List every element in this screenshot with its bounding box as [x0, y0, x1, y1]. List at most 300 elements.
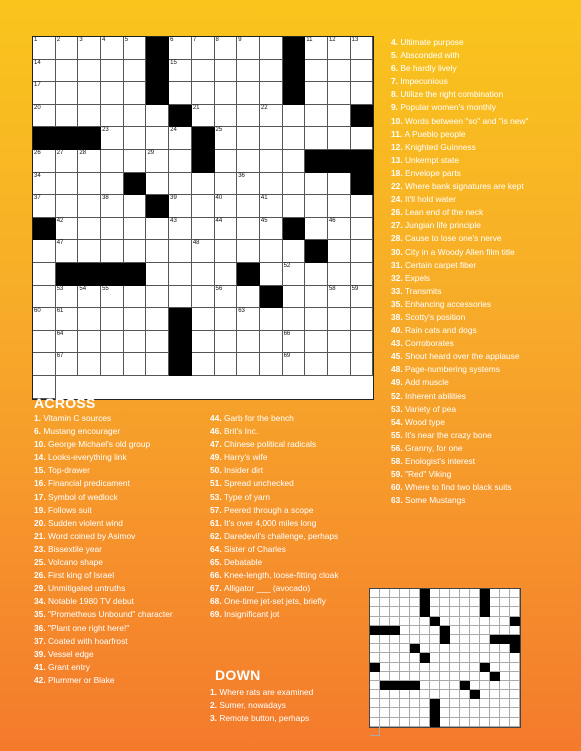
mini-cell: [390, 617, 400, 626]
mini-cell: [490, 681, 500, 690]
clue-number: 24: [170, 127, 177, 134]
grid-cell[interactable]: [33, 263, 56, 286]
grid-black-square: [237, 263, 260, 286]
mini-cell: [430, 607, 440, 616]
grid-cell[interactable]: [124, 331, 147, 354]
grid-cell[interactable]: [305, 286, 328, 309]
clue-number-label: 23.: [34, 543, 48, 554]
grid-cell[interactable]: [146, 218, 169, 241]
grid-cell[interactable]: [351, 82, 374, 105]
clue-number-label: 10.: [34, 439, 48, 450]
mini-cell: [390, 635, 400, 644]
grid-cell[interactable]: [305, 173, 328, 196]
grid-cell[interactable]: [146, 263, 169, 286]
grid-cell[interactable]: [33, 353, 56, 376]
clue-item: [391, 429, 577, 442]
grid-cell[interactable]: [215, 308, 238, 331]
grid-cell[interactable]: [146, 286, 169, 309]
clue-number-label: 11.: [391, 128, 405, 139]
mini-cell: [490, 617, 500, 626]
grid-cell[interactable]: [101, 195, 124, 218]
grid-black-square: [328, 150, 351, 173]
grid-cell[interactable]: [305, 60, 328, 83]
grid-cell[interactable]: [56, 218, 79, 241]
grid-cell[interactable]: [237, 331, 260, 354]
clue-number: 44: [215, 217, 223, 224]
clue-number-label: 26.: [34, 570, 48, 581]
grid-cell[interactable]: [33, 60, 56, 83]
mini-cell: [500, 681, 510, 690]
grid-cell[interactable]: [192, 173, 215, 196]
clue-text: Popular women's monthly: [400, 102, 496, 113]
mini-cell: [450, 718, 460, 727]
grid-cell[interactable]: [146, 127, 169, 150]
grid-cell[interactable]: [78, 286, 101, 309]
mini-black-square: [460, 681, 470, 690]
clue-number-label: 45.: [391, 351, 405, 362]
mini-cell: [410, 708, 420, 717]
grid-cell[interactable]: [101, 127, 124, 150]
mini-cell: [390, 708, 400, 717]
mini-cell: [490, 718, 500, 727]
clue-number-label: 36.: [34, 622, 48, 633]
grid-cell[interactable]: [260, 173, 283, 196]
grid-cell[interactable]: [78, 331, 101, 354]
grid-cell[interactable]: [328, 127, 351, 150]
mini-cell: [460, 617, 470, 626]
grid-cell[interactable]: [169, 218, 192, 241]
grid-cell[interactable]: [215, 60, 238, 83]
grid-cell[interactable]: [237, 308, 260, 331]
grid-cell[interactable]: [78, 218, 101, 241]
grid-cell[interactable]: [169, 286, 192, 309]
grid-cell[interactable]: [169, 150, 192, 173]
grid-cell[interactable]: [124, 105, 147, 128]
grid-cell[interactable]: [215, 105, 238, 128]
grid-cell[interactable]: [260, 308, 283, 331]
mini-cell: [460, 626, 470, 635]
mini-cell: [510, 718, 520, 727]
clue-text: Vitamin C sources: [43, 413, 112, 423]
mini-cell: [470, 663, 480, 672]
clue-number-label: 39.: [34, 648, 48, 659]
clue-item: [210, 412, 380, 425]
grid-cell[interactable]: [283, 353, 306, 376]
grid-cell[interactable]: [328, 37, 351, 60]
grid-cell[interactable]: [237, 173, 260, 196]
grid-cell[interactable]: [101, 173, 124, 196]
grid-cell[interactable]: [328, 263, 351, 286]
mini-cell: [470, 635, 480, 644]
grid-cell[interactable]: [237, 286, 260, 309]
grid-cell[interactable]: [215, 263, 238, 286]
clue-text: Vessel edge: [47, 648, 94, 659]
grid-cell[interactable]: [101, 37, 124, 60]
clue-item: [34, 517, 209, 530]
grid-cell[interactable]: [351, 60, 374, 83]
mini-cell: [510, 708, 520, 717]
grid-cell[interactable]: [101, 82, 124, 105]
grid-cell[interactable]: [305, 105, 328, 128]
clue-number-label: 12.: [391, 141, 405, 152]
clue-number: 67: [56, 353, 64, 360]
grid-cell[interactable]: [260, 263, 283, 286]
clue-number: 37: [34, 195, 41, 202]
grid-cell[interactable]: [351, 286, 374, 309]
grid-black-square: [169, 331, 192, 354]
grid-cell[interactable]: [33, 37, 56, 60]
grid-cell[interactable]: [237, 150, 260, 173]
grid-cell[interactable]: [351, 195, 374, 218]
grid-cell[interactable]: [146, 150, 169, 173]
grid-cell[interactable]: [169, 195, 192, 218]
grid-cell[interactable]: [78, 150, 101, 173]
mini-cell: [450, 699, 460, 708]
grid-cell[interactable]: [260, 37, 283, 60]
grid-cell[interactable]: [237, 82, 260, 105]
grid-cell[interactable]: [215, 173, 238, 196]
grid-cell[interactable]: [192, 105, 215, 128]
grid-cell[interactable]: [305, 127, 328, 150]
clue-text: Follows suit: [47, 504, 92, 515]
mini-cell: [370, 598, 380, 607]
clue-text: Where rats are examined: [219, 687, 314, 697]
mini-cell: [380, 617, 390, 626]
grid-cell[interactable]: [78, 82, 101, 105]
grid-cell[interactable]: [169, 82, 192, 105]
grid-cell[interactable]: [124, 82, 147, 105]
grid-cell[interactable]: [305, 37, 328, 60]
grid-cell[interactable]: [237, 353, 260, 376]
grid-cell[interactable]: [305, 353, 328, 376]
grid-cell[interactable]: [192, 353, 215, 376]
mini-cell: [370, 727, 380, 736]
grid-cell[interactable]: [56, 331, 79, 354]
grid-cell[interactable]: [305, 331, 328, 354]
mini-cell: [500, 718, 510, 727]
grid-black-square: [192, 150, 215, 173]
grid-cell[interactable]: [146, 331, 169, 354]
grid-black-square: [169, 105, 192, 128]
grid-cell[interactable]: [33, 240, 56, 263]
clue-number-label: 56.: [391, 442, 405, 453]
grid-cell[interactable]: [101, 105, 124, 128]
mini-black-square: [410, 681, 420, 690]
grid-cell[interactable]: [33, 331, 56, 354]
grid-cell[interactable]: [283, 308, 306, 331]
grid-cell[interactable]: [192, 331, 215, 354]
grid-cell[interactable]: [33, 195, 56, 218]
grid-cell[interactable]: [78, 37, 101, 60]
clue-text: Volcano shape: [47, 557, 103, 568]
mini-cell: [380, 635, 390, 644]
grid-cell[interactable]: [78, 240, 101, 263]
grid-cell[interactable]: [192, 218, 215, 241]
grid-cell[interactable]: [283, 195, 306, 218]
grid-cell[interactable]: [283, 286, 306, 309]
grid-cell[interactable]: [215, 195, 238, 218]
mini-black-square: [490, 635, 500, 644]
clue-text: Ultimate purpose: [400, 37, 464, 47]
mini-cell: [480, 690, 490, 699]
clue-number: 64: [56, 330, 64, 337]
grid-cell[interactable]: [215, 331, 238, 354]
clue-item: [210, 530, 380, 543]
mini-black-square: [480, 663, 490, 672]
grid-cell[interactable]: [33, 308, 56, 331]
grid-cell[interactable]: [124, 127, 147, 150]
grid-cell[interactable]: [328, 105, 351, 128]
grid-cell[interactable]: [192, 263, 215, 286]
grid-cell[interactable]: [78, 173, 101, 196]
grid-cell[interactable]: [283, 105, 306, 128]
grid-cell[interactable]: [237, 37, 260, 60]
mini-cell: [400, 607, 410, 616]
grid-cell[interactable]: [78, 195, 101, 218]
clue-number-label: 35.: [391, 298, 405, 309]
grid-cell[interactable]: [215, 37, 238, 60]
mini-cell: [380, 589, 390, 598]
grid-cell[interactable]: [124, 286, 147, 309]
clue-item: [391, 141, 577, 154]
grid-cell[interactable]: [56, 240, 79, 263]
grid-cell[interactable]: [328, 60, 351, 83]
grid-cell[interactable]: [215, 286, 238, 309]
grid-cell[interactable]: [351, 218, 374, 241]
grid-cell[interactable]: [192, 82, 215, 105]
clue-text: Page-numbering systems: [404, 364, 500, 375]
mini-cell: [510, 699, 520, 708]
grid-cell[interactable]: [33, 82, 56, 105]
grid-cell[interactable]: [283, 173, 306, 196]
grid-cell[interactable]: [192, 240, 215, 263]
grid-cell[interactable]: [56, 308, 79, 331]
grid-cell[interactable]: [237, 127, 260, 150]
grid-cell[interactable]: [260, 82, 283, 105]
grid-cell[interactable]: [260, 195, 283, 218]
clue-number: 25: [215, 127, 223, 134]
clue-number-label: 43.: [391, 338, 405, 349]
grid-black-square: [56, 127, 79, 150]
grid-cell[interactable]: [351, 308, 374, 331]
grid-cell[interactable]: [328, 353, 351, 376]
grid-cell[interactable]: [146, 240, 169, 263]
grid-cell[interactable]: [192, 60, 215, 83]
grid-cell[interactable]: [124, 60, 147, 83]
mini-cell: [420, 672, 430, 681]
grid-cell[interactable]: [260, 60, 283, 83]
grid-cell[interactable]: [33, 286, 56, 309]
grid-cell[interactable]: [328, 218, 351, 241]
grid-cell[interactable]: [33, 150, 56, 173]
grid-cell[interactable]: [33, 105, 56, 128]
grid-cell[interactable]: [283, 240, 306, 263]
grid-cell[interactable]: [260, 353, 283, 376]
clue-number-label: 30.: [391, 246, 405, 257]
grid-cell[interactable]: [237, 105, 260, 128]
mini-cell: [430, 644, 440, 653]
grid-cell[interactable]: [283, 263, 306, 286]
grid-black-square: [169, 308, 192, 331]
grid-cell[interactable]: [101, 218, 124, 241]
mini-cell: [500, 690, 510, 699]
grid-cell[interactable]: [305, 218, 328, 241]
clue-item: [391, 232, 577, 245]
mini-cell: [470, 607, 480, 616]
clue-number-label: 8.: [391, 89, 401, 100]
mini-cell: [410, 663, 420, 672]
clue-text: Knee-length, loose-fitting cloak: [223, 570, 339, 581]
clue-item: [210, 477, 380, 490]
grid-cell[interactable]: [192, 195, 215, 218]
grid-cell[interactable]: [78, 308, 101, 331]
grid-cell[interactable]: [237, 218, 260, 241]
grid-cell[interactable]: [328, 240, 351, 263]
grid-cell[interactable]: [124, 218, 147, 241]
mini-cell: [390, 718, 400, 727]
grid-cell[interactable]: [215, 218, 238, 241]
grid-cell[interactable]: [56, 37, 79, 60]
clue-number-label: 28.: [391, 233, 405, 244]
grid-cell[interactable]: [351, 353, 374, 376]
grid-cell[interactable]: [192, 286, 215, 309]
clue-item: [34, 412, 209, 425]
grid-cell[interactable]: [351, 127, 374, 150]
mini-cell: [500, 672, 510, 681]
grid-cell[interactable]: [305, 82, 328, 105]
grid-cell[interactable]: [192, 308, 215, 331]
clue-text: Peered through a scope: [223, 504, 314, 515]
grid-cell[interactable]: [305, 308, 328, 331]
mini-cell: [450, 672, 460, 681]
grid-cell[interactable]: [328, 331, 351, 354]
grid-cell[interactable]: [215, 240, 238, 263]
clue-item: [391, 442, 577, 455]
clue-item: [391, 36, 577, 49]
grid-cell[interactable]: [169, 240, 192, 263]
grid-cell[interactable]: [56, 286, 79, 309]
grid-cell[interactable]: [260, 150, 283, 173]
clue-number-label: 1.: [34, 413, 44, 423]
grid-cell[interactable]: [146, 105, 169, 128]
grid-cell[interactable]: [351, 240, 374, 263]
clue-item: [391, 128, 577, 141]
mini-black-square: [470, 690, 480, 699]
clue-item: [391, 494, 577, 507]
grid-cell[interactable]: [101, 240, 124, 263]
grid-cell[interactable]: [56, 353, 79, 376]
mini-cell: [470, 626, 480, 635]
grid-cell[interactable]: [101, 60, 124, 83]
grid-cell[interactable]: [237, 60, 260, 83]
grid-cell[interactable]: [328, 308, 351, 331]
grid-cell[interactable]: [215, 353, 238, 376]
grid-cell[interactable]: [215, 127, 238, 150]
grid-cell[interactable]: [283, 150, 306, 173]
grid-cell[interactable]: [124, 150, 147, 173]
mini-black-square: [380, 681, 390, 690]
grid-cell[interactable]: [101, 308, 124, 331]
grid-cell[interactable]: [101, 331, 124, 354]
grid-cell[interactable]: [283, 331, 306, 354]
clue-text: "Red" Viking: [404, 469, 452, 480]
grid-cell[interactable]: [192, 37, 215, 60]
grid-cell[interactable]: [215, 150, 238, 173]
grid-cell[interactable]: [328, 195, 351, 218]
grid-cell[interactable]: [146, 308, 169, 331]
grid-cell[interactable]: [283, 127, 306, 150]
grid-cell[interactable]: [101, 286, 124, 309]
grid-cell[interactable]: [260, 105, 283, 128]
grid-cell[interactable]: [328, 82, 351, 105]
grid-cell[interactable]: [215, 82, 238, 105]
grid-cell[interactable]: [146, 353, 169, 376]
grid-cell[interactable]: [351, 263, 374, 286]
clue-text: It'll hold water: [404, 194, 456, 205]
grid-cell[interactable]: [260, 218, 283, 241]
grid-cell[interactable]: [56, 195, 79, 218]
mini-cell: [400, 644, 410, 653]
mini-cell: [410, 672, 420, 681]
grid-cell[interactable]: [124, 195, 147, 218]
clue-number-label: 46.: [210, 426, 224, 437]
grid-cell[interactable]: [124, 37, 147, 60]
mini-cell: [450, 653, 460, 662]
grid-cell[interactable]: [56, 60, 79, 83]
grid-cell[interactable]: [124, 240, 147, 263]
grid-cell[interactable]: [305, 195, 328, 218]
grid-cell[interactable]: [169, 127, 192, 150]
grid-cell[interactable]: [124, 353, 147, 376]
grid-cell[interactable]: [237, 240, 260, 263]
grid-cell[interactable]: [124, 308, 147, 331]
grid-cell[interactable]: [169, 173, 192, 196]
grid-cell[interactable]: [33, 173, 56, 196]
grid-cell[interactable]: [78, 105, 101, 128]
grid-cell[interactable]: [56, 173, 79, 196]
clue-number-label: 41.: [34, 661, 48, 672]
mini-cell: [480, 672, 490, 681]
grid-cell[interactable]: [56, 105, 79, 128]
grid-cell[interactable]: [305, 263, 328, 286]
clue-number-label: 2.: [210, 700, 220, 711]
clue-item: [391, 337, 577, 350]
clue-item: [391, 481, 577, 494]
clue-number-label: 7.: [391, 76, 401, 87]
clue-text: "Prometheus Unbound" character: [47, 609, 173, 620]
grid-cell[interactable]: [56, 82, 79, 105]
grid-cell[interactable]: [146, 173, 169, 196]
grid-cell[interactable]: [260, 127, 283, 150]
grid-cell[interactable]: [169, 60, 192, 83]
grid-cell[interactable]: [78, 353, 101, 376]
grid-cell[interactable]: [351, 37, 374, 60]
clue-number: 15: [170, 59, 177, 66]
grid-cell[interactable]: [78, 60, 101, 83]
clue-text: Enologist's interest: [404, 456, 476, 466]
grid-cell[interactable]: [101, 150, 124, 173]
grid-cell[interactable]: [260, 331, 283, 354]
grid-cell[interactable]: [101, 353, 124, 376]
grid-cell[interactable]: [56, 150, 79, 173]
grid-cell[interactable]: [328, 173, 351, 196]
grid-cell[interactable]: [169, 263, 192, 286]
grid-cell[interactable]: [328, 286, 351, 309]
grid-cell[interactable]: [237, 195, 260, 218]
grid-cell[interactable]: [260, 240, 283, 263]
grid-cell[interactable]: [351, 331, 374, 354]
grid-cell[interactable]: [169, 37, 192, 60]
